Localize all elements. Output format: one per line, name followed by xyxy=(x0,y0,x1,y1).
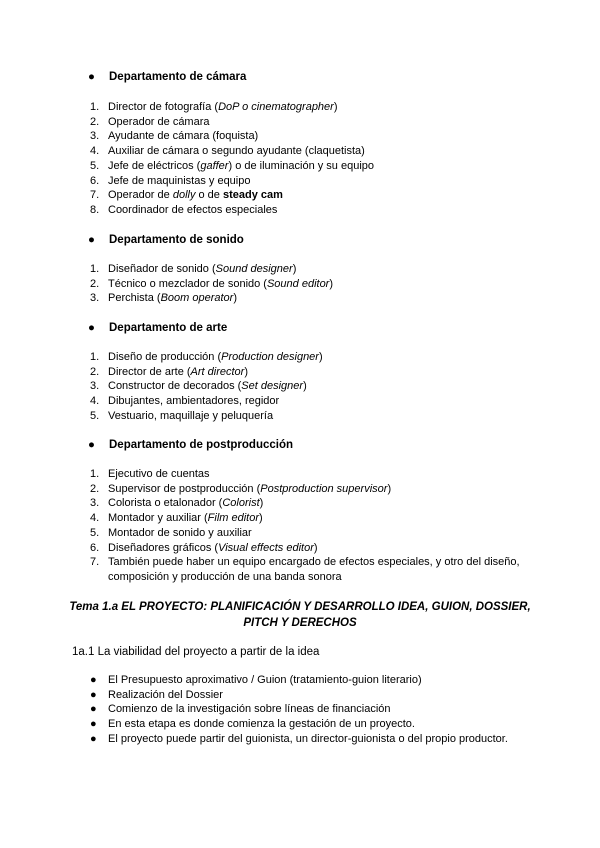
list-item xyxy=(0,365,323,380)
list-number: 5. xyxy=(90,159,100,172)
list-number: 3. xyxy=(90,292,100,305)
list-number: 2. xyxy=(90,365,100,378)
list-item xyxy=(0,541,528,556)
list-item xyxy=(0,482,528,497)
list-number: 1. xyxy=(90,263,100,275)
list-item-text: ) xyxy=(387,482,392,495)
list-item xyxy=(0,159,374,174)
list-item xyxy=(0,188,374,203)
list-item-text: Constructor de decorados ( xyxy=(108,380,242,393)
list-item-text: ) o de iluminación y su equipo xyxy=(228,159,374,172)
section-heading-postproduccion: ● Departamento de postproducción xyxy=(88,439,294,451)
list-number: 1. xyxy=(90,351,100,363)
list-item-text: gaffer xyxy=(200,159,229,172)
list-item-text: Director de fotografía ( xyxy=(108,101,219,113)
list-item xyxy=(0,277,333,292)
list-item-text: Vestuario, maquillaje y peluquería xyxy=(108,409,274,422)
bullet-item xyxy=(0,702,508,717)
list-item-text: Sound designer xyxy=(215,263,293,275)
list-number: 5. xyxy=(90,526,100,539)
bullet-icon: ● xyxy=(90,688,97,701)
list-item xyxy=(0,203,374,218)
list-item-text: Montador de sonido y auxiliar xyxy=(108,526,252,539)
list-camara xyxy=(0,100,374,218)
list-item-text: Director de arte ( xyxy=(108,365,191,378)
list-item xyxy=(0,409,323,424)
list-item-text: ) xyxy=(259,512,263,525)
bullet-list xyxy=(0,673,508,747)
list-postproduccion xyxy=(0,467,528,585)
list-item-text: Dibujantes, ambientadores, regidor xyxy=(108,395,280,408)
bullet-text: Comienzo de la investigación sobre líneas de financiación xyxy=(108,703,391,716)
list-item-text: ) xyxy=(329,277,334,290)
bullet-item xyxy=(0,673,508,688)
list-item-text: ) xyxy=(233,292,238,305)
list-item-text: Técnico o mezclador de sonido ( xyxy=(108,277,267,290)
list-item-text: Perchista ( xyxy=(108,292,161,305)
bullet-icon: ● xyxy=(90,703,97,716)
list-item xyxy=(0,262,333,277)
list-item-text: ) xyxy=(333,101,338,113)
list-item-text: Boom operator xyxy=(160,292,234,305)
list-item-text: Art director xyxy=(190,365,245,378)
list-item-text: ) xyxy=(303,380,307,393)
list-item xyxy=(0,379,323,394)
list-number: 5. xyxy=(90,409,100,422)
list-number: 4. xyxy=(90,512,100,525)
list-item xyxy=(0,467,528,482)
tema-title: Tema 1.a EL PROYECTO: PLANIFICACIÓN Y DESARROLLO IDEA, GUION, DOSSIER, PITCH Y DERECHOS xyxy=(69,601,531,629)
list-item-text: DoP o cinematographer xyxy=(218,101,334,113)
bullet-text: Realización del Dossier xyxy=(108,688,223,701)
list-number: 2. xyxy=(90,115,100,128)
bullet-item xyxy=(0,688,508,703)
list-item-text: o de xyxy=(195,189,223,202)
list-sonido xyxy=(0,262,333,306)
bullet-text: El proyecto puede partir del guionista, un director-guionista o del propio productor. xyxy=(108,732,508,745)
list-item xyxy=(0,174,374,189)
list-item-text: Visual effects editor xyxy=(218,541,314,554)
list-item-text: ) xyxy=(313,541,318,554)
list-item-text: Ayudante de cámara (foquista) xyxy=(108,130,259,143)
list-item-text: También puede haber un equipo encargado de efectos especiales, y otro del diseño, composición y producción de una banda sonora xyxy=(108,556,520,583)
list-number: 4. xyxy=(90,395,100,408)
list-item-text: Montador y auxiliar ( xyxy=(108,512,208,525)
list-item-text: Diseñadores gráficos ( xyxy=(108,541,219,554)
list-item xyxy=(0,129,374,144)
list-number: 1. xyxy=(90,101,100,113)
list-item-text: Ejecutivo de cuentas xyxy=(108,468,210,480)
list-item xyxy=(0,100,374,115)
list-item-text: Film editor xyxy=(207,512,259,525)
bullet-icon: ● xyxy=(90,732,97,745)
list-item-text: ) xyxy=(292,263,297,275)
subheading: 1a.1 La viabilidad del proyecto a partir de la idea xyxy=(72,646,320,658)
list-item-text: dolly xyxy=(172,189,196,202)
section-heading-sonido: ● Departamento de sonido xyxy=(88,234,244,246)
bullet-item xyxy=(0,717,508,732)
bullet-item xyxy=(0,732,508,747)
list-item xyxy=(0,394,323,409)
list-item-text: ) xyxy=(244,365,248,378)
bullet-text: En esta etapa es donde comienza la gestación de un proyecto. xyxy=(108,718,415,731)
list-number: 4. xyxy=(90,145,100,158)
list-number: 3. xyxy=(90,380,100,393)
bullet-icon: ● xyxy=(88,71,95,83)
list-number: 6. xyxy=(90,541,100,554)
list-number: 6. xyxy=(90,174,100,187)
list-number: 3. xyxy=(90,130,100,143)
list-number: 2. xyxy=(90,277,100,290)
list-item xyxy=(0,555,528,584)
list-item-text: Production designer xyxy=(221,351,319,363)
list-item-text: Jefe de eléctricos ( xyxy=(108,159,201,172)
bullet-icon: ● xyxy=(88,322,95,334)
list-number: 7. xyxy=(90,556,100,569)
list-number: 3. xyxy=(90,497,100,510)
list-item-text: Operador de cámara xyxy=(108,115,210,128)
list-item-text: Coordinador de efectos especiales xyxy=(108,203,278,216)
list-item-text: Supervisor de postproducción ( xyxy=(108,482,261,495)
list-item xyxy=(0,511,528,526)
list-item xyxy=(0,350,323,365)
list-item xyxy=(0,526,528,541)
list-item xyxy=(0,291,333,306)
list-item-text: Operador de xyxy=(108,189,173,202)
list-item-text: ) xyxy=(259,497,264,510)
list-item xyxy=(0,144,374,159)
list-arte xyxy=(0,350,323,424)
list-item-text: Colorist xyxy=(222,497,260,510)
list-number: 2. xyxy=(90,482,100,495)
list-number: 1. xyxy=(90,468,100,480)
list-item-text: Diseño de producción ( xyxy=(108,351,222,363)
list-item-text: steady cam xyxy=(222,189,283,202)
bullet-text: El Presupuesto aproximativo / Guion (tratamiento-guion literario) xyxy=(108,674,422,686)
list-number: 7. xyxy=(90,189,100,202)
list-item xyxy=(0,115,374,130)
list-item-text: Sound editor xyxy=(266,277,330,290)
bullet-icon: ● xyxy=(88,234,95,246)
list-number: 8. xyxy=(90,203,100,216)
list-item-text: Set designer xyxy=(241,380,304,393)
list-item xyxy=(0,496,528,511)
list-item-text: Postproduction supervisor xyxy=(260,482,388,495)
list-item-text: Auxiliar de cámara o segundo ayudante (claquetista) xyxy=(108,145,365,158)
list-item-text: Colorista o etalonador ( xyxy=(108,497,223,510)
list-item-text: ) xyxy=(318,351,323,363)
list-item-text: Jefe de maquinistas y equipo xyxy=(108,174,251,187)
bullet-icon: ● xyxy=(88,439,95,451)
bullet-icon: ● xyxy=(90,718,97,731)
list-item-text: Diseñador de sonido ( xyxy=(108,263,216,275)
section-heading-arte: ● Departamento de arte xyxy=(88,322,228,334)
section-heading-camara: ● Departamento de cámara xyxy=(88,71,247,83)
bullet-icon: ● xyxy=(90,674,97,686)
